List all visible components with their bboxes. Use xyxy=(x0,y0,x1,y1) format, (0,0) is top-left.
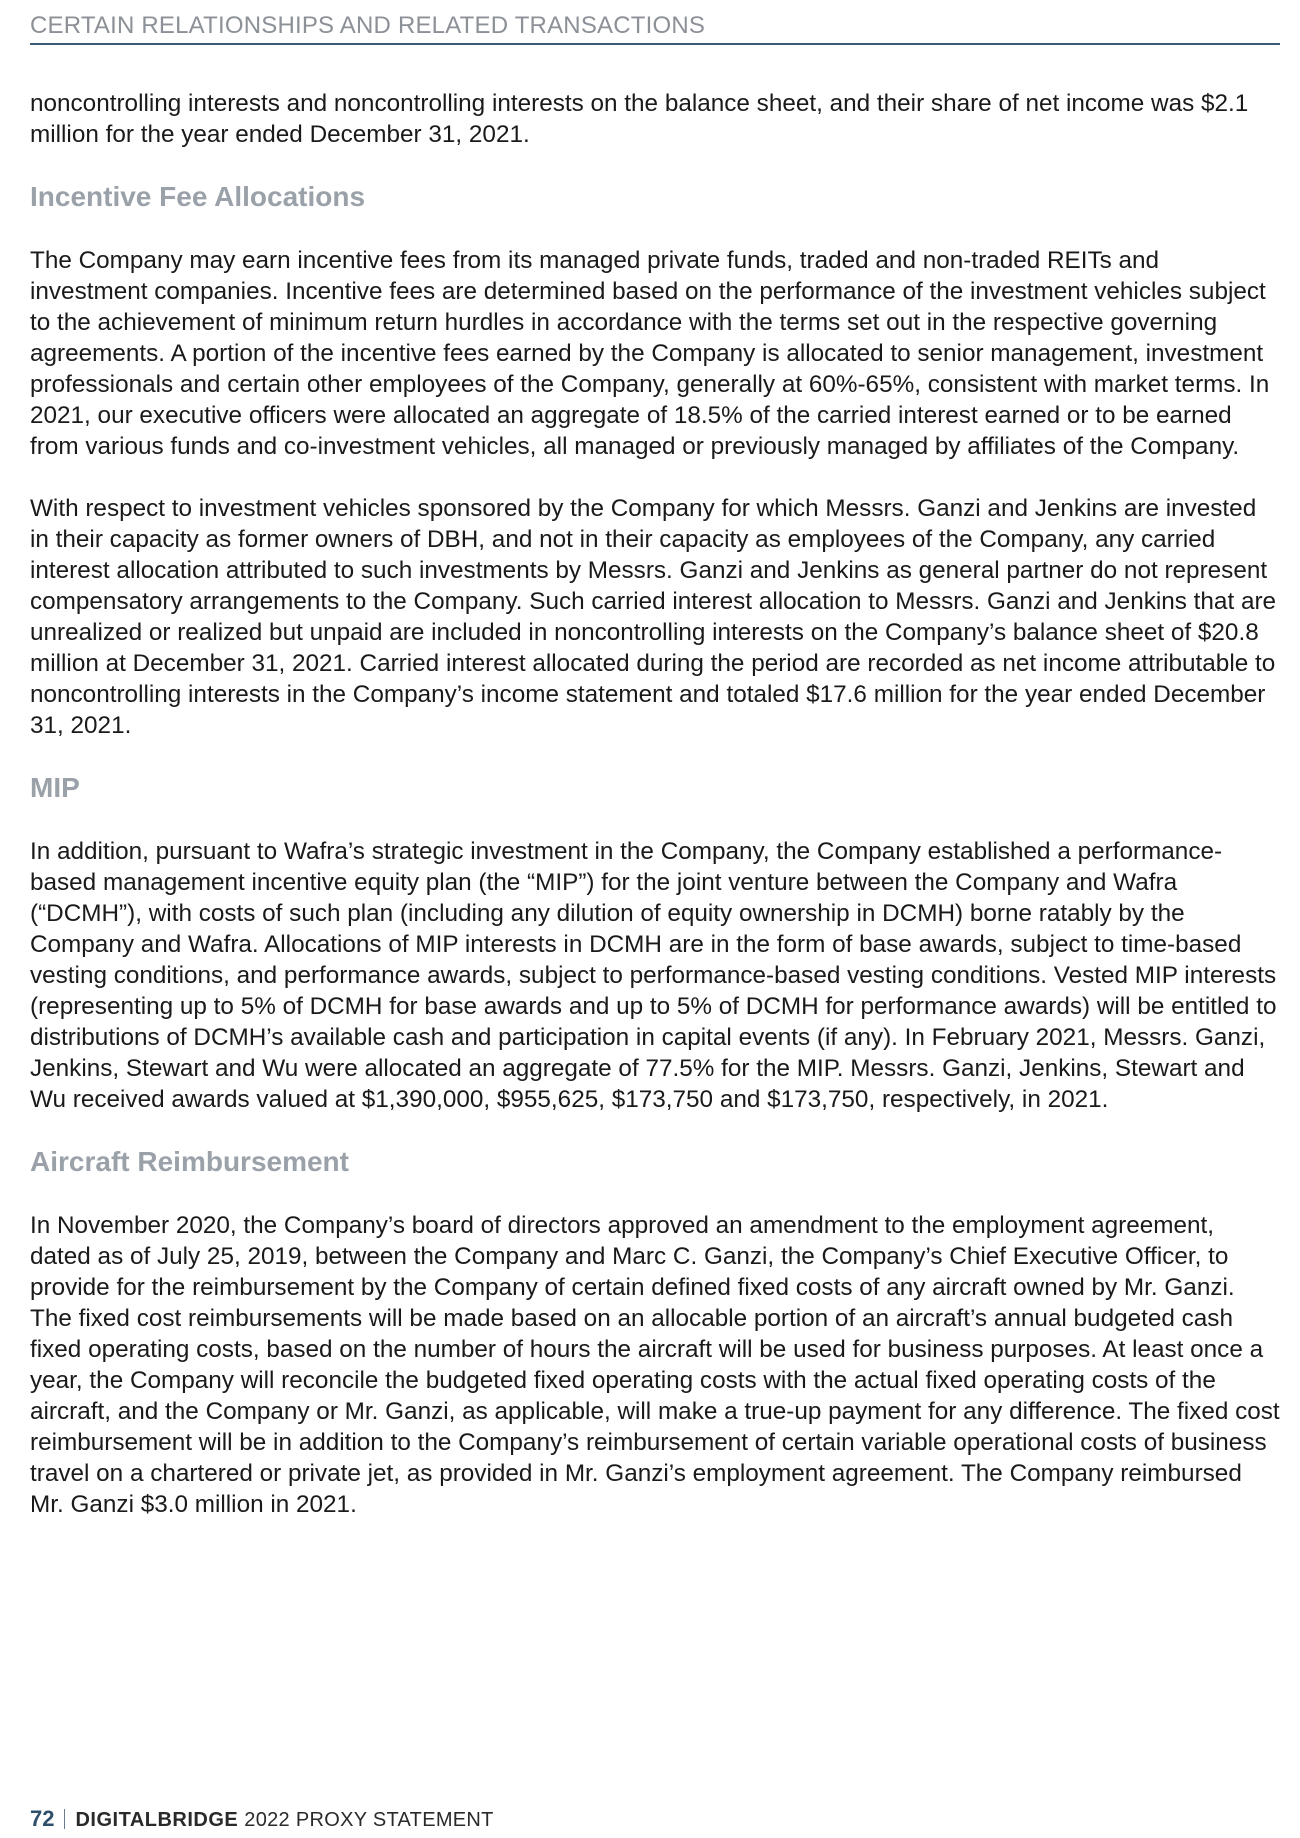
incentive-fee-paragraph-1: The Company may earn incentive fees from its managed private funds, traded and non-traded REITs and investment companies. Incentive fees are determined based on the performance of the investment vehicles subject to the achievement of minimum return hurdles in accordance with the terms set out in the respective governing agreements. A portion of the incentive fees earned by the Company is allocated to senior management, investment professionals and certain other employees of the Company, generally at 60%-65%, consistent with market terms. In 2021, our executive officers were allocated an aggregate of 18.5% of the carried interest earned or to be earned from various funds and co-investment vehicles, all managed or previously managed by affiliates of the Company. xyxy=(30,247,1270,460)
running-header: CERTAIN RELATIONSHIPS AND RELATED TRANSACTIONS xyxy=(30,12,706,39)
aircraft-reimbursement-paragraph: In November 2020, the Company’s board of directors approved an amendment to the employment agreement, dated as of July 25, 2019, between the Company and Marc C. Ganzi, the Company’s Chief Executive Officer, to provide for the reimbursement by the Company of certain defined fixed costs of any aircraft owned by Mr. Ganzi. The fixed cost reimbursements will be made based on an allocable portion of an aircraft’s annual budgeted cash fixed operating costs, based on the number of hours the aircraft will be used for business purposes. At least once a year, the Company will reconcile the budgeted fixed operating costs with the actual fixed operating costs of the aircraft, and the Company or Mr. Ganzi, as applicable, will make a true-up payment for any difference. The fixed cost reimbursement will be in addition to the Company’s reimbursement of certain variable operational costs of business travel on a chartered or private jet, as provided in Mr. Ganzi’s employment agreement. The Company reimbursed Mr. Ganzi $3.0 million in 2021. xyxy=(30,1212,1280,1518)
intro-paragraph: noncontrolling interests and noncontrolling interests on the balance sheet, and their share of net income was $2.1 million for the year ended December 31, 2021. xyxy=(30,90,1249,148)
footer-brand: DIGITALBRIDGE xyxy=(75,1809,239,1831)
section-heading-incentive-fee-allocations: Incentive Fee Allocations xyxy=(30,181,366,212)
section-heading-aircraft-reimbursement: Aircraft Reimbursement xyxy=(30,1146,349,1177)
footer-document-title: 2022 PROXY STATEMENT xyxy=(244,1809,494,1831)
section-heading-mip: MIP xyxy=(30,772,80,803)
page-footer xyxy=(30,1805,494,1834)
page-number: 72 xyxy=(30,1806,55,1831)
mip-paragraph: In addition, pursuant to Wafra’s strategic investment in the Company, the Company established a performance-based management incentive equity plan (the “MIP”) for the joint venture between the Company and Wafra (“DCMH”), with costs of such plan (including any dilution of equity ownership in DCMH) borne ratably by the Company and Wafra. Allocations of MIP interests in DCMH are in the form of base awards, subject to time-based vesting conditions, and performance awards, subject to performance-based vesting conditions. Vested MIP interests (representing up to 5% of DCMH for base awards and up to 5% of DCMH for performance awards) will be entitled to distributions of DCMH’s available cash and participation in capital events (if any). In February 2021, Messrs. Ganzi, Jenkins, Stewart and Wu were allocated an aggregate of 77.5% for the MIP. Messrs. Ganzi, Jenkins, Stewart and Wu received awards valued at $1,390,000, $955,625, $173,750 and $173,750, respectively, in 2021. xyxy=(30,838,1277,1113)
page-content xyxy=(30,88,1280,1520)
footer-divider xyxy=(64,1809,65,1829)
document-page xyxy=(30,0,1280,1838)
header-rule xyxy=(30,43,1280,45)
incentive-fee-paragraph-2: With respect to investment vehicles sponsored by the Company for which Messrs. Ganzi and Jenkins are invested in their capacity as former owners of DBH, and not in their capacity as employees of the Company, any carried interest allocation attributed to such investments by Messrs. Ganzi and Jenkins as general partner do not represent compensatory arrangements to the Company. Such carried interest allocation to Messrs. Ganzi and Jenkins that are unrealized or realized but unpaid are included in noncontrolling interests on the Company’s balance sheet of $20.8 million at December 31, 2021. Carried interest allocated during the period are recorded as net income attributable to noncontrolling interests in the Company’s income statement and totaled $17.6 million for the year ended December 31, 2021. xyxy=(30,495,1277,739)
